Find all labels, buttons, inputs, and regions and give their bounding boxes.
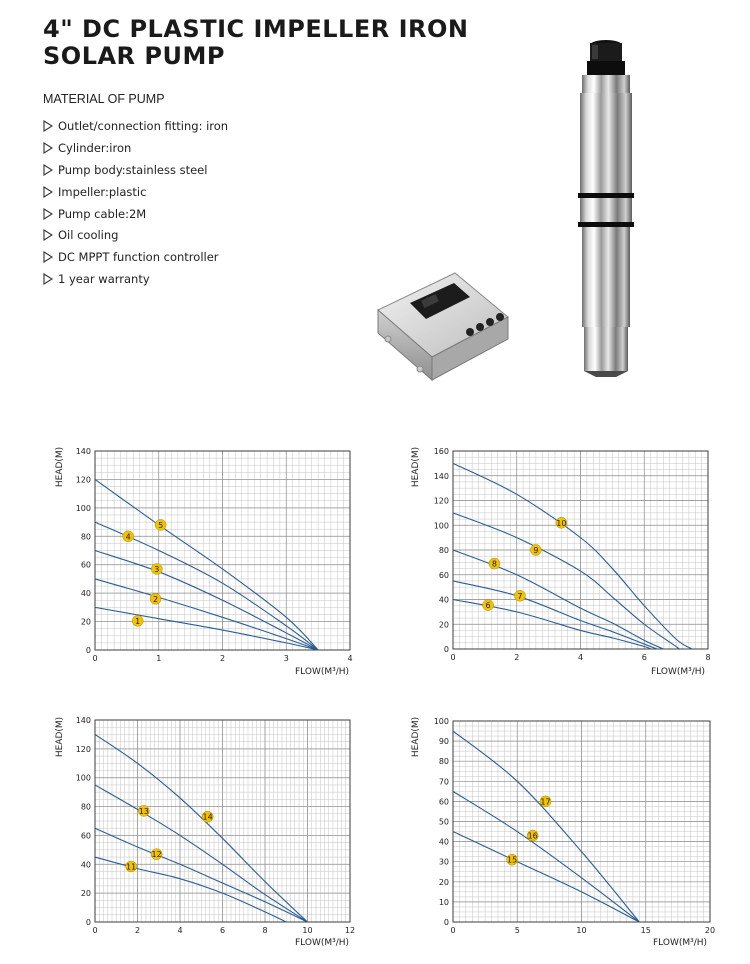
title-line-2: SOLAR PUMP [43,42,225,70]
feature-item [43,137,228,159]
feature-text: DC MPPT function controller [58,250,219,265]
x-axis-label: FLOW(M³/H) [653,938,708,948]
y-tick-label: 0 [85,646,91,655]
curve-label-4: 4 [125,532,131,542]
y-tick-label: 0 [443,918,449,927]
y-tick-label: 60 [80,560,91,570]
curve-label-1: 1 [135,616,141,626]
curve-label-16: 16 [527,831,538,841]
x-axis-label: FLOW(M³/H) [651,667,706,677]
feature-text: Outlet/connection fitting: iron [58,118,229,133]
x-axis-label: FLOW(M³/H) [295,667,350,677]
x-tick-label: 0 [92,654,98,663]
performance-chart-2 [400,440,720,685]
y-tick-label: 160 [433,447,449,456]
x-tick-label: 8 [705,653,711,662]
y-tick-label: 20 [80,617,91,627]
chart-2-svg [400,440,720,685]
curve-label-2: 2 [153,594,159,604]
x-tick-label: 0 [450,926,456,935]
x-tick-label: 8 [262,926,268,935]
product-image [370,35,670,395]
y-tick-label: 70 [438,777,449,787]
y-tick-label: 40 [80,589,91,599]
y-tick-label: 60 [438,797,449,807]
performance-chart-4 [400,710,720,955]
y-tick-label: 60 [80,831,91,841]
y-tick-label: 140 [75,447,91,456]
controller-box [378,273,508,380]
x-tick-label: 10 [576,926,587,935]
pump-body [578,40,634,377]
curve-label-15: 15 [507,855,518,865]
y-tick-label: 120 [75,744,91,754]
curve-label-10: 10 [556,518,567,528]
x-tick-label: 4 [577,653,584,662]
curve-label-8: 8 [491,559,497,569]
feature-item [43,246,228,268]
triangle-bullet-icon [43,164,53,176]
y-tick-label: 40 [438,837,449,847]
feature-item [43,224,228,246]
curve-label-13: 13 [138,806,149,816]
x-tick-label: 0 [92,926,98,935]
y-tick-label: 80 [438,757,449,767]
x-tick-label: 1 [156,654,162,663]
triangle-bullet-icon [43,251,53,263]
feature-text: Cylinder:iron [58,140,132,155]
feature-text: Impeller:plastic [58,184,147,199]
y-tick-label: 80 [80,802,91,812]
triangle-bullet-icon [43,208,53,220]
feature-item [43,115,228,137]
x-tick-label: 10 [302,926,313,935]
feature-item [43,203,228,225]
y-tick-label: 20 [80,889,91,899]
feature-item [43,181,228,203]
feature-item [43,268,228,290]
y-tick-label: 100 [433,717,449,726]
performance-chart-3 [44,710,364,955]
y-tick-label: 20 [438,877,449,887]
x-tick-label: 12 [344,926,356,935]
chart-1-svg [44,440,364,685]
chart-4-svg [400,710,720,955]
x-axis-label: FLOW(M³/H) [295,938,350,948]
y-tick-label: 100 [433,521,449,531]
feature-text: Oil cooling [58,228,119,243]
performance-chart-1 [44,440,364,685]
y-tick-label: 120 [75,475,91,485]
x-tick-label: 6 [219,926,226,935]
y-axis-label: HEAD(M) [55,446,65,488]
y-axis-label: HEAD(M) [411,446,421,488]
curve-label-11: 11 [126,862,137,872]
y-tick-label: 20 [438,620,449,630]
x-tick-label: 0 [450,653,456,662]
y-tick-label: 40 [438,595,449,605]
curve-label-6: 6 [485,601,491,611]
y-tick-label: 60 [438,570,449,580]
x-tick-label: 2 [219,654,226,663]
y-tick-label: 140 [75,716,91,725]
chart-3-svg [44,710,364,955]
x-tick-label: 6 [641,653,647,662]
y-tick-label: 50 [438,817,449,827]
x-tick-label: 2 [514,653,520,662]
feature-item [43,159,228,181]
triangle-bullet-icon [43,142,53,154]
y-tick-label: 0 [85,918,91,927]
curve-label-17: 17 [540,797,551,807]
y-tick-label: 100 [75,503,91,513]
y-tick-label: 80 [80,532,91,542]
title-line-1: 4" DC PLASTIC IMPELLER IRON [43,15,469,43]
feature-text: Pump cable:2M [58,206,147,221]
y-tick-label: 10 [438,897,449,907]
x-tick-label: 5 [514,926,520,935]
y-tick-label: 0 [443,645,449,654]
x-tick-label: 3 [283,654,289,663]
feature-text: 1 year warranty [58,272,150,287]
triangle-bullet-icon [43,186,53,198]
y-tick-label: 120 [433,496,449,506]
y-tick-label: 40 [80,860,91,870]
y-tick-label: 90 [438,737,449,747]
curve-label-9: 9 [533,546,539,555]
material-heading: MATERIAL OF PUMP [43,92,165,106]
x-tick-label: 15 [640,926,651,935]
x-tick-label: 4 [177,926,183,935]
triangle-bullet-icon [43,229,53,241]
y-axis-label: HEAD(M) [55,716,65,758]
curve-label-3: 3 [154,564,160,574]
curve-label-14: 14 [202,812,213,822]
x-tick-label: 2 [134,926,141,935]
y-tick-label: 80 [438,546,449,555]
y-tick-label: 100 [75,773,91,783]
triangle-bullet-icon [43,273,53,285]
curve-label-7: 7 [517,591,523,601]
curve-label-12: 12 [151,850,162,860]
triangle-bullet-icon [43,120,53,132]
x-tick-label: 20 [704,926,716,935]
x-tick-label: 4 [347,654,353,663]
y-tick-label: 140 [433,471,449,481]
feature-text: Pump body:stainless steel [58,162,208,177]
y-tick-label: 30 [438,857,449,867]
curve-label-5: 5 [158,520,164,530]
y-axis-label: HEAD(M) [411,716,421,758]
feature-list [43,115,228,290]
